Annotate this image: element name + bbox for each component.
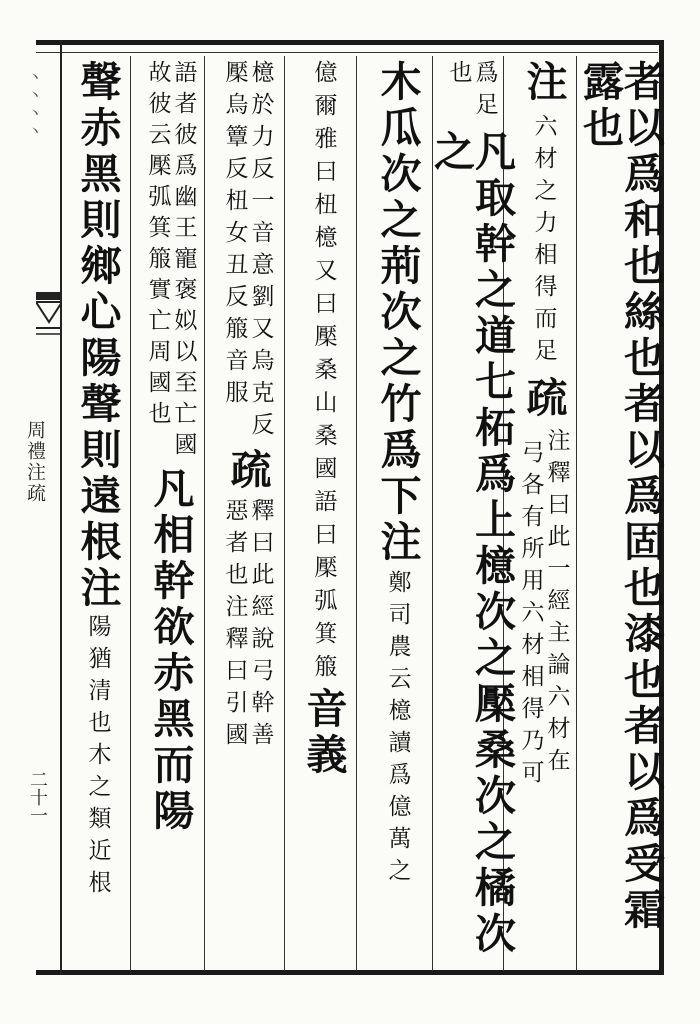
main-text: 凡取幹之道七柘爲上檍次之檿桑次之橘次之: [427, 130, 516, 958]
double-line-note: [223, 498, 272, 754]
note-left-line: 故彼云檿弧箕箙實亡周國也: [144, 60, 171, 432]
note-right-line: 語者彼爲幽王寵褒姒以至亡國: [170, 60, 197, 463]
text-column-3: [427, 60, 516, 960]
double-line-note: [519, 428, 568, 792]
note-left-line: 檿烏簟反杻女丑反箙音服: [221, 60, 248, 412]
annotation-marker-shu: 疏: [223, 448, 272, 494]
annotation-marker-yinyi: 音義: [299, 687, 348, 779]
text-column-2: [508, 60, 578, 960]
double-line-note: [447, 60, 496, 124]
text-column-5: [288, 60, 358, 960]
double-line-note: [146, 60, 195, 463]
annotation-marker-zhu: 注: [519, 60, 568, 106]
text-column-1: [576, 60, 665, 960]
frame-inner-rule: [36, 52, 658, 53]
note-left-line: 也: [445, 60, 472, 92]
text-column-6: [208, 60, 286, 960]
text-column-8: [62, 60, 132, 960]
double-line-note: [223, 60, 272, 444]
note-right-line: 檍於力反一音意劉又烏克反: [247, 60, 274, 444]
note-right-line: 釋曰此經說弓幹善: [247, 498, 274, 754]
fish-tail-icon: [36, 292, 62, 342]
margin-marks: 丶丶丶丶: [26, 70, 42, 142]
annotation-marker-shu: 疏: [519, 376, 568, 422]
commentary-text: 億爾雅曰杻檍又曰檿桑山桑國語曰檿弧箕箙: [310, 60, 337, 687]
commentary-text: 六材之力相得而足: [530, 114, 557, 370]
main-text: 者以爲和也絲也者以爲固也漆也者以爲受霜露也: [576, 60, 665, 934]
commentary-text: 陽猶清也木之類近根: [84, 614, 111, 902]
main-text: 聲赤黑則鄉心陽聲則遠根注: [73, 60, 122, 612]
note-right-line: 爲足: [471, 60, 498, 124]
text-column-7: [134, 60, 206, 960]
margin-book-title: 周禮注疏: [24, 420, 46, 504]
note-left-line: 惡者也注釋曰引國: [221, 498, 248, 754]
text-column-4: [360, 60, 434, 960]
margin-page-number: 二十一: [27, 770, 48, 824]
note-right-line: 注釋曰此一經主論六材在: [543, 428, 570, 780]
main-text: 木瓜次之荊次之竹爲下注: [373, 60, 422, 566]
main-text: 凡相幹欲赤黑而陽: [146, 467, 195, 835]
note-left-line: 弓各有所用六材相得乃可: [517, 440, 544, 792]
commentary-text: 鄭司農云檍讀爲億萬之: [384, 570, 411, 890]
